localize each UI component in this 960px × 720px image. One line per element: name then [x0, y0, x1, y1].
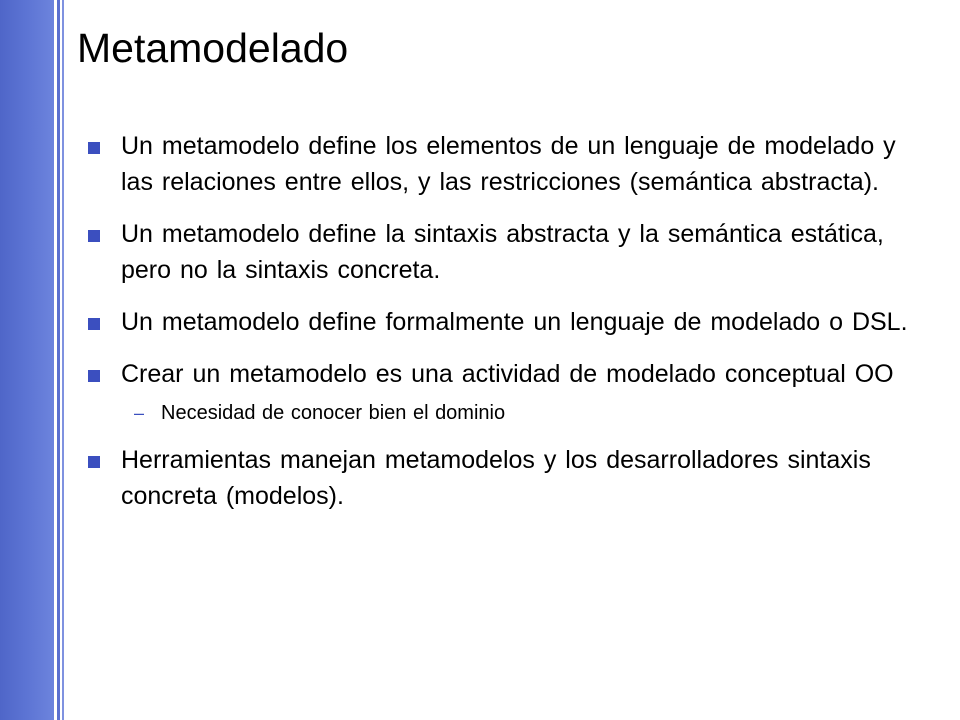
slide-title: Metamodelado: [77, 25, 349, 71]
square-bullet-icon: [88, 456, 100, 468]
square-bullet-icon: [88, 318, 100, 330]
sub-bullet-text: Necesidad de conocer bien el dominio: [161, 402, 506, 424]
bullet-text: Crear un metamodelo es una actividad de modelado conceptual OO: [121, 360, 894, 388]
decorative-side-bar: [0, 0, 54, 720]
bullet-item: [88, 216, 928, 288]
bullet-item: [88, 442, 928, 514]
bullet-item: [88, 304, 928, 340]
sub-bullet-item: [121, 398, 928, 428]
bullet-text: Herramientas manejan metamodelos y los desarrolladores sintaxis concreta (modelos).: [121, 446, 871, 510]
square-bullet-icon: [88, 142, 100, 154]
square-bullet-icon: [88, 230, 100, 242]
bullet-text: Un metamodelo define formalmente un lenguaje de modelado o DSL.: [121, 308, 908, 336]
bullet-text: Un metamodelo define los elementos de un lenguaje de modelado y las relaciones entre ellos, y las restricciones (semántica abstracta).: [121, 132, 896, 196]
square-bullet-icon: [88, 370, 100, 382]
bullet-item: [88, 128, 928, 200]
bullet-text: Un metamodelo define la sintaxis abstracta y la semántica estática, pero no la sintaxis concreta.: [121, 220, 884, 284]
decorative-side-line: [57, 0, 60, 720]
dash-bullet-icon: –: [134, 403, 145, 423]
bullet-list: [88, 128, 928, 514]
decorative-side-line: [62, 0, 64, 720]
bullet-item: [88, 356, 928, 428]
